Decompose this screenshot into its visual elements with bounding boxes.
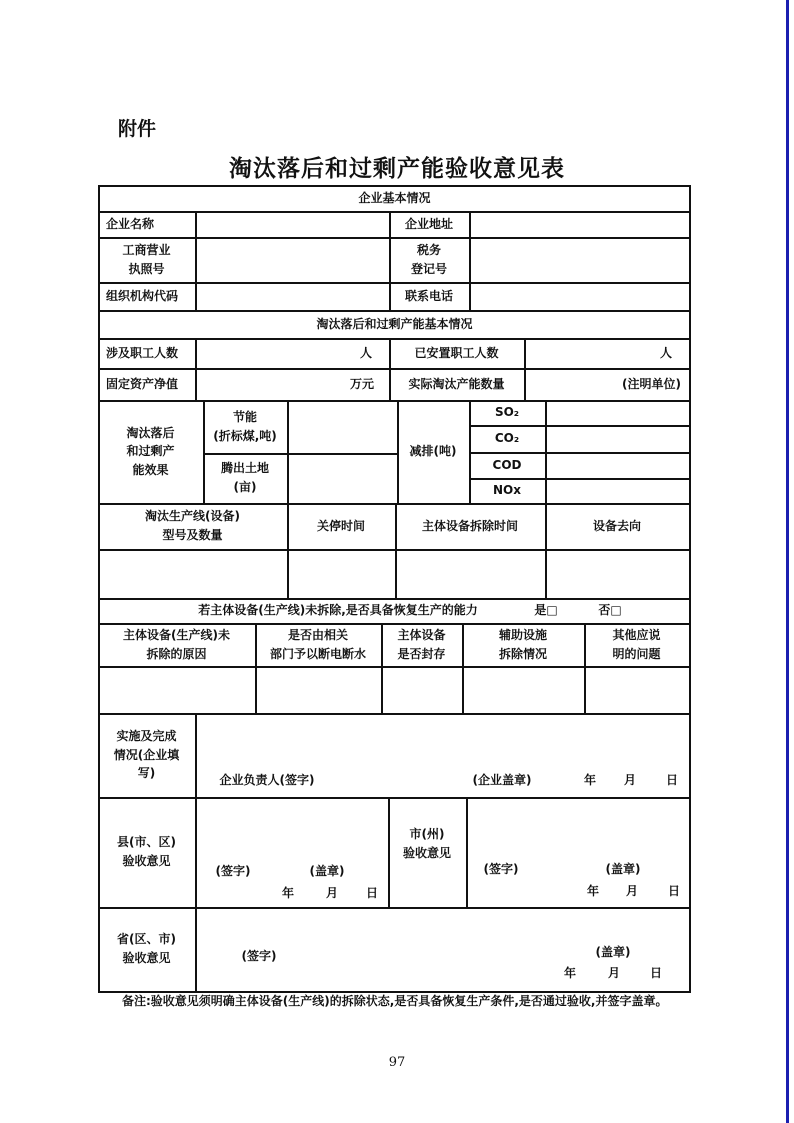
footnote: 备注:验收意见须明确主体设备(生产线)的拆除状态,是否具备恢复生产条件,是否通过验收,并签字盖章。 xyxy=(122,994,668,1008)
tax-registration-field[interactable] xyxy=(471,238,688,281)
equipment-destination-field[interactable] xyxy=(547,551,688,597)
label-employees-involved: 涉及职工人数 xyxy=(106,345,179,360)
shutdown-time-field[interactable] xyxy=(289,551,394,597)
label-cut-power-water: 是否由相关 部门予以断电断水 xyxy=(269,627,366,661)
label-cod: COD xyxy=(492,457,522,472)
label-equipment-destination: 设备去向 xyxy=(592,518,641,533)
label-line-model: 淘汰生产线(设备) 型号及数量 xyxy=(145,509,240,542)
unit-person[interactable]: 人 xyxy=(359,345,372,360)
label-elimination-effect: 淘汰落后 和过剩产 能效果 xyxy=(126,425,175,477)
date-year: 年 xyxy=(583,772,596,787)
label-co2: CO₂ xyxy=(494,431,520,446)
section-heading-company-basic: 企业基本情况 xyxy=(358,190,431,205)
table-border-right xyxy=(689,185,691,992)
responsible-person-signature: 企业负责人(签字) xyxy=(219,772,315,787)
date-day: 日 xyxy=(665,772,678,787)
org-code-field[interactable] xyxy=(196,283,388,309)
label-so2: SO₂ xyxy=(494,405,520,420)
label-equipment-sealed: 主体设备 是否封存 xyxy=(397,627,446,661)
label-tax-registration: 税务 登记号 xyxy=(410,242,447,276)
label-city-opinion: 市(州) 验收意见 xyxy=(402,827,451,860)
energy-saving-field[interactable] xyxy=(289,401,396,452)
city-date-month: 月 xyxy=(625,883,638,898)
attachment-label: 附件 xyxy=(118,118,157,140)
label-actual-capacity: 实际淘汰产能数量 xyxy=(408,376,505,391)
county-date-year: 年 xyxy=(281,885,294,900)
label-energy-saving: 节能 (折标煤,吨) xyxy=(213,409,277,443)
label-not-dismantled-reason: 主体设备(生产线)未 拆除的原因 xyxy=(123,627,230,661)
county-date-month: 月 xyxy=(325,885,338,900)
section-heading-capacity-basic: 淘汰落后和过剩产能基本情况 xyxy=(316,316,473,331)
cut-power-water-field[interactable] xyxy=(257,668,380,712)
col-line xyxy=(466,797,468,907)
aux-dismantle-field[interactable] xyxy=(464,668,583,712)
company-name-field[interactable] xyxy=(196,212,388,236)
label-emission-reduction: 减排(吨) xyxy=(409,444,457,459)
date-month: 月 xyxy=(623,772,636,787)
county-signature[interactable]: (签字) xyxy=(215,863,251,878)
province-date-month: 月 xyxy=(607,965,620,980)
label-dismantle-time: 主体设备拆除时间 xyxy=(421,518,518,533)
checkbox-no[interactable]: 否□ xyxy=(598,603,622,618)
label-nox: NOx xyxy=(493,483,521,498)
city-seal[interactable]: (盖章) xyxy=(605,861,641,876)
company-address-field[interactable] xyxy=(471,212,688,236)
province-seal[interactable]: (盖章) xyxy=(595,944,631,959)
label-org-code: 组织机构代码 xyxy=(106,288,179,303)
province-date-day: 日 xyxy=(649,965,662,980)
label-land-freed: 腾出土地 (亩) xyxy=(220,461,269,494)
checkbox-yes[interactable]: 是□ xyxy=(534,603,558,618)
county-seal[interactable]: (盖章) xyxy=(309,863,345,878)
line-model-field[interactable] xyxy=(99,551,286,597)
cod-field[interactable] xyxy=(547,453,688,477)
label-other-issues: 其他应说 明的问题 xyxy=(612,627,661,661)
contact-phone-field[interactable] xyxy=(471,283,688,309)
county-date-day: 日 xyxy=(365,885,378,900)
label-implementation: 实施及完成 情况(企业填 写) xyxy=(113,729,180,781)
dismantle-time-field[interactable] xyxy=(397,551,544,597)
label-business-license: 工商营业 执照号 xyxy=(122,242,171,276)
nox-field[interactable] xyxy=(547,479,688,502)
label-employees-placed: 已安置职工人数 xyxy=(414,345,499,360)
other-issues-field[interactable] xyxy=(586,668,688,712)
unit-person-placed[interactable]: 人 xyxy=(659,345,672,360)
co2-field[interactable] xyxy=(547,426,688,451)
sealed-field[interactable] xyxy=(383,668,461,712)
label-province-opinion: 省(区、市) 验收意见 xyxy=(117,932,176,965)
province-signature[interactable]: (签字) xyxy=(241,948,277,963)
question-can-resume-production: 若主体设备(生产线)未拆除,是否具备恢复生产的能力 xyxy=(198,603,478,618)
land-freed-field[interactable] xyxy=(289,454,396,502)
city-date-year: 年 xyxy=(586,883,599,898)
reason-field[interactable] xyxy=(99,668,254,712)
note-unit[interactable]: (注明单位) xyxy=(622,376,681,391)
label-shutdown-time: 关停时间 xyxy=(316,518,365,533)
implementation-field[interactable] xyxy=(197,715,687,765)
label-fixed-assets: 固定资产净值 xyxy=(106,376,179,391)
page-number: 97 xyxy=(388,1055,406,1070)
label-contact-phone: 联系电话 xyxy=(404,288,453,303)
so2-field[interactable] xyxy=(547,401,688,424)
label-company-name: 企业名称 xyxy=(106,216,155,231)
city-date-day: 日 xyxy=(667,883,680,898)
acceptance-form-table xyxy=(98,185,691,992)
unit-wan-yuan[interactable]: 万元 xyxy=(349,376,374,391)
business-license-field[interactable] xyxy=(196,238,388,281)
company-seal: (企业盖章) xyxy=(472,772,532,787)
label-aux-dismantle: 辅助设施 拆除情况 xyxy=(498,627,547,661)
province-date-year: 年 xyxy=(563,965,576,980)
form-title: 淘汰落后和过剩产能验收意见表 xyxy=(229,156,565,182)
label-company-address: 企业地址 xyxy=(404,216,453,231)
label-county-opinion: 县(市、区) 验收意见 xyxy=(117,835,176,868)
city-signature[interactable]: (签字) xyxy=(483,861,519,876)
